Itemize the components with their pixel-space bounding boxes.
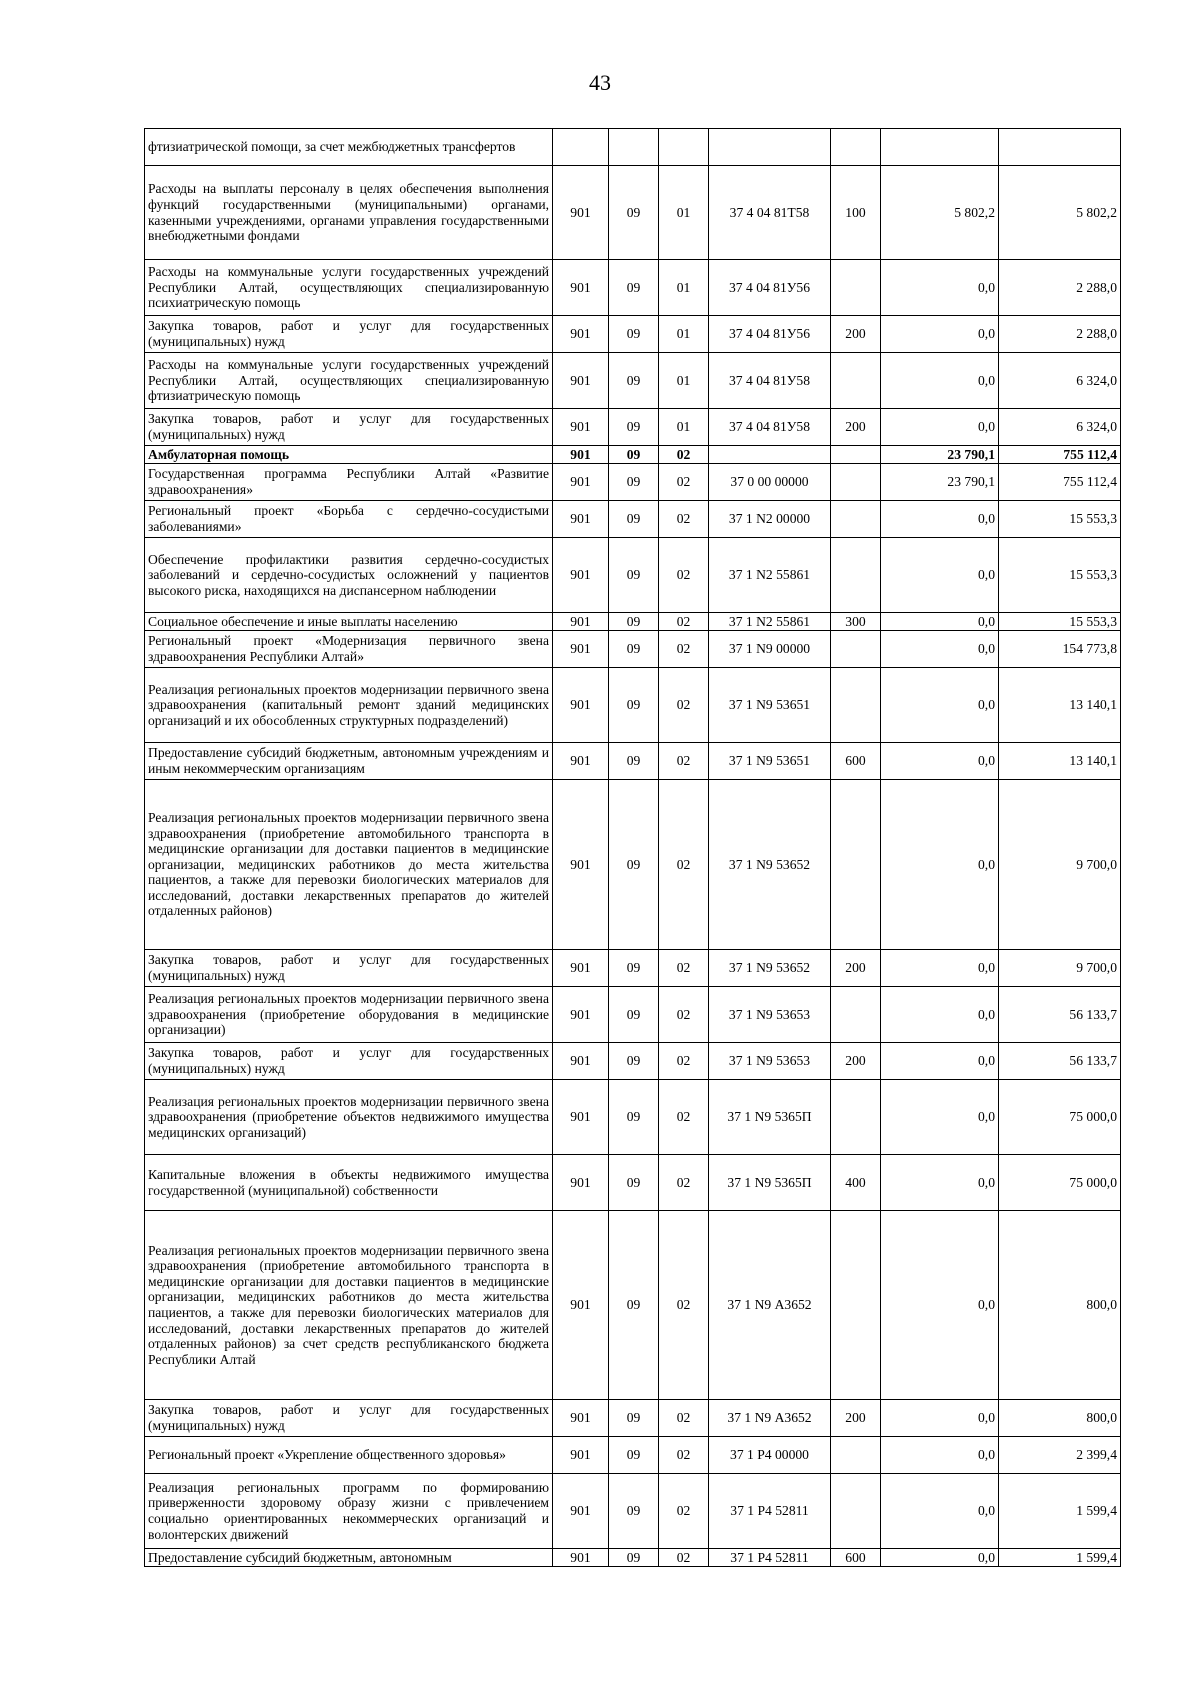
row-name: Обеспечение профилактики развития сердечно-сосудистых заболеваний и сердечно-сосудистых осложнений у пациентов высокого риска, находящихся на диспансерном наблюдении xyxy=(145,538,553,613)
expense-type-code: 200 xyxy=(831,950,881,987)
target-article-code: 37 4 04 81У58 xyxy=(709,353,831,409)
amount-year-2: 75 000,0 xyxy=(999,1155,1121,1211)
section-code: 09 xyxy=(609,613,659,631)
section-code: 09 xyxy=(609,260,659,316)
expense-type-code xyxy=(831,129,881,166)
row-name: Социальное обеспечение и иные выплаты населению xyxy=(145,613,553,631)
amount-year-1: 0,0 xyxy=(881,1437,999,1474)
table-row xyxy=(145,260,1121,316)
subsection-code: 02 xyxy=(659,613,709,631)
ministry-code: 901 xyxy=(553,464,609,501)
table-row xyxy=(145,1155,1121,1211)
row-name: Реализация региональных проектов модернизации первичного звена здравоохранения (приобретение оборудования в медицинские организации) xyxy=(145,987,553,1043)
expense-type-code: 400 xyxy=(831,1155,881,1211)
amount-year-1: 0,0 xyxy=(881,260,999,316)
subsection-code: 01 xyxy=(659,166,709,260)
subsection-code: 02 xyxy=(659,743,709,780)
table-row xyxy=(145,780,1121,950)
amount-year-2: 9 700,0 xyxy=(999,950,1121,987)
table-row xyxy=(145,409,1121,446)
amount-year-2: 75 000,0 xyxy=(999,1080,1121,1155)
row-name: Расходы на выплаты персоналу в целях обеспечения выполнения функций государственными (муниципальными) органами, казенными учреждениями, органами управления государственными внебюджетными фондами xyxy=(145,166,553,260)
subsection-code: 02 xyxy=(659,1549,709,1567)
target-article-code xyxy=(709,446,831,464)
expense-type-code xyxy=(831,464,881,501)
amount-year-1: 0,0 xyxy=(881,613,999,631)
table-row xyxy=(145,743,1121,780)
subsection-code: 02 xyxy=(659,1155,709,1211)
amount-year-2: 1 599,4 xyxy=(999,1474,1121,1549)
section-code: 09 xyxy=(609,987,659,1043)
table-row xyxy=(145,613,1121,631)
amount-year-1: 23 790,1 xyxy=(881,446,999,464)
target-article-code: 37 1 Р4 00000 xyxy=(709,1437,831,1474)
amount-year-1: 0,0 xyxy=(881,743,999,780)
subsection-code: 02 xyxy=(659,668,709,743)
amount-year-2: 9 700,0 xyxy=(999,780,1121,950)
expense-type-code xyxy=(831,353,881,409)
table-row xyxy=(145,1080,1121,1155)
expense-type-code xyxy=(831,1080,881,1155)
page-number: 43 xyxy=(589,70,611,95)
section-code: 09 xyxy=(609,668,659,743)
amount-year-2 xyxy=(999,129,1121,166)
table-row xyxy=(145,464,1121,501)
row-name: Государственная программа Республики Алтай «Развитие здравоохранения» xyxy=(145,464,553,501)
target-article-code: 37 1 N9 53652 xyxy=(709,780,831,950)
amount-year-1: 23 790,1 xyxy=(881,464,999,501)
table-row xyxy=(145,538,1121,613)
target-article-code: 37 4 04 81У58 xyxy=(709,409,831,446)
ministry-code: 901 xyxy=(553,987,609,1043)
amount-year-1: 0,0 xyxy=(881,1080,999,1155)
expense-type-code: 200 xyxy=(831,1043,881,1080)
expense-type-code xyxy=(831,780,881,950)
expense-type-code xyxy=(831,501,881,538)
subsection-code: 02 xyxy=(659,538,709,613)
amount-year-2: 56 133,7 xyxy=(999,1043,1121,1080)
expense-type-code xyxy=(831,631,881,668)
budget-table xyxy=(144,128,1121,1567)
amount-year-1: 0,0 xyxy=(881,668,999,743)
amount-year-2: 6 324,0 xyxy=(999,409,1121,446)
ministry-code: 901 xyxy=(553,1400,609,1437)
row-name: Амбулаторная помощь xyxy=(145,446,553,464)
target-article-code: 37 4 04 81У56 xyxy=(709,260,831,316)
target-article-code: 37 1 N9 53652 xyxy=(709,950,831,987)
table-row xyxy=(145,1043,1121,1080)
amount-year-1: 0,0 xyxy=(881,950,999,987)
table-row xyxy=(145,987,1121,1043)
amount-year-2: 800,0 xyxy=(999,1211,1121,1400)
section-code xyxy=(609,129,659,166)
ministry-code: 901 xyxy=(553,538,609,613)
subsection-code: 02 xyxy=(659,446,709,464)
table-row xyxy=(145,950,1121,987)
target-article-code: 37 1 N9 5365П xyxy=(709,1155,831,1211)
ministry-code: 901 xyxy=(553,1155,609,1211)
table-row xyxy=(145,1437,1121,1474)
amount-year-1: 0,0 xyxy=(881,1211,999,1400)
section-code: 09 xyxy=(609,1549,659,1567)
amount-year-1: 5 802,2 xyxy=(881,166,999,260)
row-name: Реализация региональных программ по формированию приверженности здоровому образу жизни с привлечением социально ориентированных некоммерческих организаций и волонтерских движений xyxy=(145,1474,553,1549)
amount-year-2: 755 112,4 xyxy=(999,464,1121,501)
expense-type-code: 200 xyxy=(831,409,881,446)
subsection-code: 02 xyxy=(659,1474,709,1549)
table-row xyxy=(145,501,1121,538)
subsection-code: 01 xyxy=(659,353,709,409)
amount-year-2: 15 553,3 xyxy=(999,538,1121,613)
amount-year-2: 6 324,0 xyxy=(999,353,1121,409)
expense-type-code xyxy=(831,260,881,316)
row-name: фтизиатрической помощи, за счет межбюджетных трансфертов xyxy=(145,129,553,166)
row-name: Реализация региональных проектов модернизации первичного звена здравоохранения (капитальный ремонт зданий медицинских организаций и их обособленных структурных подразделений) xyxy=(145,668,553,743)
section-code: 09 xyxy=(609,1211,659,1400)
ministry-code xyxy=(553,129,609,166)
target-article-code: 37 1 N9 5365П xyxy=(709,1080,831,1155)
table-row xyxy=(145,129,1121,166)
ministry-code: 901 xyxy=(553,316,609,353)
amount-year-1: 0,0 xyxy=(881,1400,999,1437)
row-name: Предоставление субсидий бюджетным, автономным xyxy=(145,1549,553,1567)
amount-year-2: 15 553,3 xyxy=(999,501,1121,538)
row-name: Региональный проект «Укрепление общественного здоровья» xyxy=(145,1437,553,1474)
table-row xyxy=(145,1211,1121,1400)
amount-year-2: 2 288,0 xyxy=(999,316,1121,353)
target-article-code: 37 1 N2 00000 xyxy=(709,501,831,538)
ministry-code: 901 xyxy=(553,631,609,668)
section-code: 09 xyxy=(609,1437,659,1474)
subsection-code: 02 xyxy=(659,1080,709,1155)
expense-type-code xyxy=(831,1437,881,1474)
ministry-code: 901 xyxy=(553,1437,609,1474)
amount-year-1: 0,0 xyxy=(881,1043,999,1080)
expense-type-code xyxy=(831,668,881,743)
row-name: Реализация региональных проектов модернизации первичного звена здравоохранения (приобретение автомобильного транспорта в медицинские организации для доставки пациентов в медицинские организации, медицинских работников до места жительства пациентов, а также для перевозки биологических материалов для исследований, доставки лекарственных препаратов до жителей отдаленных районов) за счет средств республиканского бюджета Республики Алтай xyxy=(145,1211,553,1400)
expense-type-code: 600 xyxy=(831,1549,881,1567)
ministry-code: 901 xyxy=(553,1043,609,1080)
row-name: Расходы на коммунальные услуги государственных учреждений Республики Алтай, осуществляющих специализированную психиатрическую помощь xyxy=(145,260,553,316)
expense-type-code: 200 xyxy=(831,316,881,353)
subsection-code: 01 xyxy=(659,260,709,316)
section-code: 09 xyxy=(609,743,659,780)
subsection-code xyxy=(659,129,709,166)
amount-year-1: 0,0 xyxy=(881,538,999,613)
target-article-code: 37 4 04 81У56 xyxy=(709,316,831,353)
ministry-code: 901 xyxy=(553,1549,609,1567)
row-name: Региональный проект «Борьба с сердечно-сосудистыми заболеваниями» xyxy=(145,501,553,538)
row-name: Закупка товаров, работ и услуг для государственных (муниципальных) нужд xyxy=(145,409,553,446)
subsection-code: 02 xyxy=(659,631,709,668)
section-code: 09 xyxy=(609,950,659,987)
amount-year-2: 15 553,3 xyxy=(999,613,1121,631)
subsection-code: 02 xyxy=(659,1043,709,1080)
amount-year-1: 0,0 xyxy=(881,987,999,1043)
expense-type-code: 300 xyxy=(831,613,881,631)
ministry-code: 901 xyxy=(553,668,609,743)
subsection-code: 02 xyxy=(659,1211,709,1400)
row-name: Реализация региональных проектов модернизации первичного звена здравоохранения (приобретение автомобильного транспорта в медицинские организации для доставки пациентов в медицинские организации, медицинских работников до места жительства пациентов, а также для перевозки биологических материалов для исследований, доставки лекарственных препаратов до жителей отдаленных районов) xyxy=(145,780,553,950)
ministry-code: 901 xyxy=(553,1211,609,1400)
table-row xyxy=(145,1549,1121,1567)
section-code: 09 xyxy=(609,353,659,409)
expense-type-code xyxy=(831,538,881,613)
amount-year-2: 154 773,8 xyxy=(999,631,1121,668)
subsection-code: 02 xyxy=(659,987,709,1043)
target-article-code: 37 1 N9 53651 xyxy=(709,668,831,743)
table-row xyxy=(145,446,1121,464)
target-article-code: 37 1 N9 53653 xyxy=(709,1043,831,1080)
row-name: Капитальные вложения в объекты недвижимого имущества государственной (муниципальной) собственности xyxy=(145,1155,553,1211)
target-article-code: 37 1 N9 00000 xyxy=(709,631,831,668)
amount-year-1: 0,0 xyxy=(881,1474,999,1549)
budget-table-body xyxy=(145,129,1121,1567)
section-code: 09 xyxy=(609,1400,659,1437)
amount-year-1: 0,0 xyxy=(881,780,999,950)
amount-year-2: 5 802,2 xyxy=(999,166,1121,260)
expense-type-code: 600 xyxy=(831,743,881,780)
row-name: Реализация региональных проектов модернизации первичного звена здравоохранения (приобретение объектов недвижимого имущества медицинских организаций) xyxy=(145,1080,553,1155)
amount-year-2: 1 599,4 xyxy=(999,1549,1121,1567)
subsection-code: 02 xyxy=(659,464,709,501)
table-row xyxy=(145,353,1121,409)
expense-type-code xyxy=(831,987,881,1043)
subsection-code: 02 xyxy=(659,780,709,950)
section-code: 09 xyxy=(609,316,659,353)
expense-type-code xyxy=(831,446,881,464)
row-name: Закупка товаров, работ и услуг для государственных (муниципальных) нужд xyxy=(145,316,553,353)
table-row xyxy=(145,668,1121,743)
target-article-code: 37 1 Р4 52811 xyxy=(709,1549,831,1567)
row-name: Закупка товаров, работ и услуг для государственных (муниципальных) нужд xyxy=(145,950,553,987)
section-code: 09 xyxy=(609,464,659,501)
subsection-code: 02 xyxy=(659,1400,709,1437)
amount-year-1: 0,0 xyxy=(881,501,999,538)
amount-year-1: 0,0 xyxy=(881,353,999,409)
target-article-code xyxy=(709,129,831,166)
table-row xyxy=(145,1474,1121,1549)
ministry-code: 901 xyxy=(553,950,609,987)
row-name: Региональный проект «Модернизация первичного звена здравоохранения Республики Алтай» xyxy=(145,631,553,668)
ministry-code: 901 xyxy=(553,501,609,538)
section-code: 09 xyxy=(609,631,659,668)
expense-type-code xyxy=(831,1474,881,1549)
subsection-code: 01 xyxy=(659,409,709,446)
section-code: 09 xyxy=(609,1043,659,1080)
amount-year-2: 2 399,4 xyxy=(999,1437,1121,1474)
target-article-code: 37 0 00 00000 xyxy=(709,464,831,501)
amount-year-2: 2 288,0 xyxy=(999,260,1121,316)
table-row xyxy=(145,631,1121,668)
row-name: Расходы на коммунальные услуги государственных учреждений Республики Алтай, осуществляющих специализированную фтизиатрическую помощь xyxy=(145,353,553,409)
ministry-code: 901 xyxy=(553,1474,609,1549)
amount-year-1: 0,0 xyxy=(881,1155,999,1211)
subsection-code: 02 xyxy=(659,1437,709,1474)
amount-year-1: 0,0 xyxy=(881,409,999,446)
ministry-code: 901 xyxy=(553,1080,609,1155)
target-article-code: 37 1 N9 А3652 xyxy=(709,1211,831,1400)
target-article-code: 37 1 Р4 52811 xyxy=(709,1474,831,1549)
ministry-code: 901 xyxy=(553,743,609,780)
amount-year-2: 56 133,7 xyxy=(999,987,1121,1043)
row-name: Закупка товаров, работ и услуг для государственных (муниципальных) нужд xyxy=(145,1400,553,1437)
target-article-code: 37 1 N2 55861 xyxy=(709,538,831,613)
section-code: 09 xyxy=(609,501,659,538)
ministry-code: 901 xyxy=(553,613,609,631)
table-row xyxy=(145,1400,1121,1437)
ministry-code: 901 xyxy=(553,166,609,260)
section-code: 09 xyxy=(609,409,659,446)
amount-year-2: 13 140,1 xyxy=(999,668,1121,743)
target-article-code: 37 1 N9 53651 xyxy=(709,743,831,780)
amount-year-1: 0,0 xyxy=(881,1549,999,1567)
subsection-code: 02 xyxy=(659,950,709,987)
ministry-code: 901 xyxy=(553,780,609,950)
table-row xyxy=(145,166,1121,260)
target-article-code: 37 1 N9 А3652 xyxy=(709,1400,831,1437)
target-article-code: 37 4 04 81Т58 xyxy=(709,166,831,260)
section-code: 09 xyxy=(609,780,659,950)
amount-year-2: 755 112,4 xyxy=(999,446,1121,464)
expense-type-code: 200 xyxy=(831,1400,881,1437)
ministry-code: 901 xyxy=(553,353,609,409)
target-article-code: 37 1 N9 53653 xyxy=(709,987,831,1043)
section-code: 09 xyxy=(609,1080,659,1155)
target-article-code: 37 1 N2 55861 xyxy=(709,613,831,631)
amount-year-1: 0,0 xyxy=(881,631,999,668)
amount-year-1: 0,0 xyxy=(881,316,999,353)
subsection-code: 02 xyxy=(659,501,709,538)
section-code: 09 xyxy=(609,538,659,613)
amount-year-2: 13 140,1 xyxy=(999,743,1121,780)
amount-year-1 xyxy=(881,129,999,166)
table-row xyxy=(145,316,1121,353)
expense-type-code: 100 xyxy=(831,166,881,260)
ministry-code: 901 xyxy=(553,260,609,316)
section-code: 09 xyxy=(609,1474,659,1549)
row-name: Закупка товаров, работ и услуг для государственных (муниципальных) нужд xyxy=(145,1043,553,1080)
amount-year-2: 800,0 xyxy=(999,1400,1121,1437)
expense-type-code xyxy=(831,1211,881,1400)
ministry-code: 901 xyxy=(553,409,609,446)
section-code: 09 xyxy=(609,1155,659,1211)
ministry-code: 901 xyxy=(553,446,609,464)
subsection-code: 01 xyxy=(659,316,709,353)
row-name: Предоставление субсидий бюджетным, автономным учреждениям и иным некоммерческим организациям xyxy=(145,743,553,780)
section-code: 09 xyxy=(609,446,659,464)
section-code: 09 xyxy=(609,166,659,260)
